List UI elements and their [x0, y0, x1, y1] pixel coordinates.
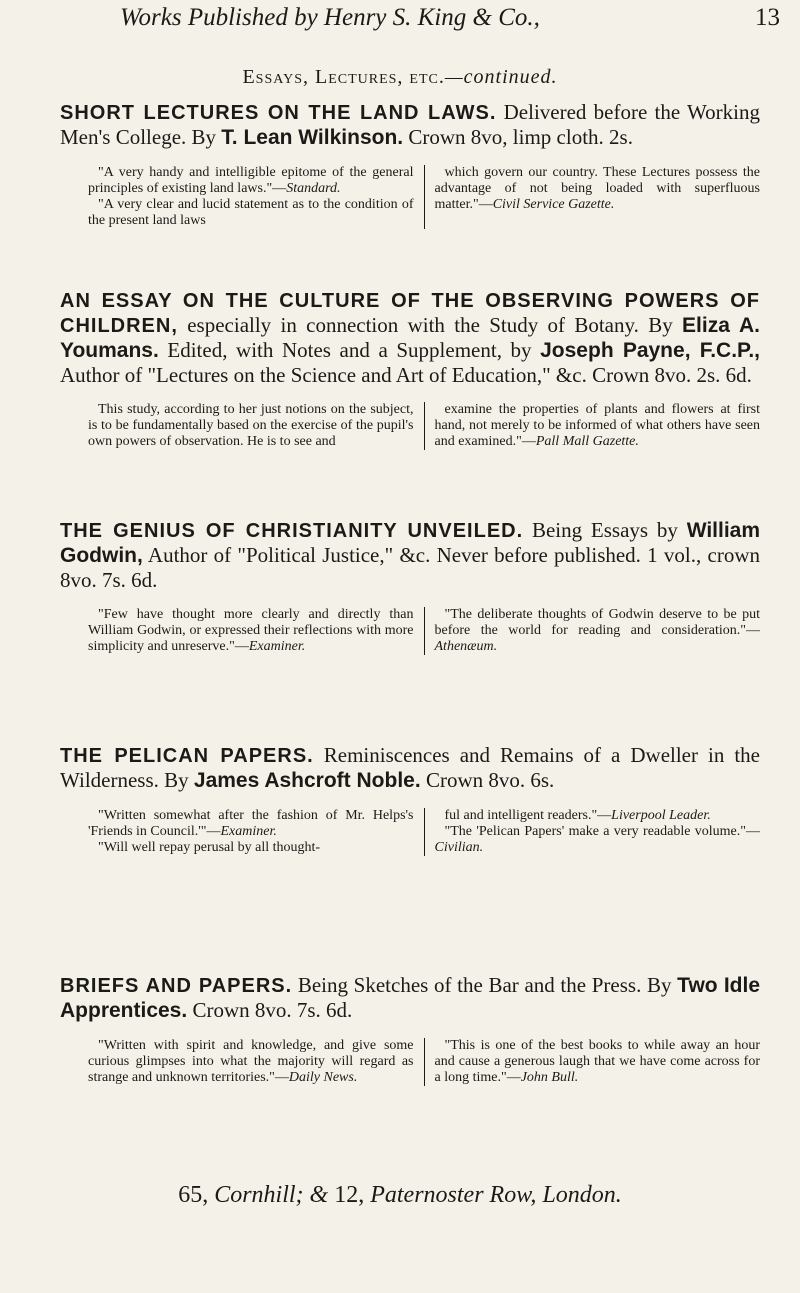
review-column-right	[425, 165, 761, 229]
entry-heading	[60, 100, 760, 150]
book-details: Author of "Lectures on the Science and Art of Education," &c. Crown 8vo. 2s. 6d.	[60, 363, 752, 387]
entry-heading	[60, 973, 760, 1023]
book-entry	[60, 973, 760, 1086]
book-entry	[60, 100, 760, 229]
section-heading	[0, 66, 800, 89]
review-columns	[88, 1038, 760, 1086]
book-entry	[60, 518, 760, 655]
book-title: THE GENIUS OF CHRISTIANITY UNVEILED.	[60, 520, 524, 542]
review-quote: This study, according to her just notions on the subject, is to be fundamentally based on the exercise of the pupil's own powers of observation. He is to see and	[88, 402, 414, 449]
address-ampersand: &	[309, 1182, 329, 1208]
address-number: 65,	[178, 1182, 209, 1208]
review-quote: "This is one of the best books to while away an hour and cause a generous laugh that we have come across for a long time."—John Bull.	[434, 1038, 760, 1085]
section-heading-continued: —continued.	[444, 66, 558, 88]
book-details: Author of "Political Justice," &c. Never before published. 1 vol., crown 8vo. 7s. 6d.	[60, 543, 760, 592]
page-number: 13	[755, 4, 780, 31]
book-description: Reminiscences and Remains of a Dweller in the Wilderness. By	[60, 743, 761, 792]
book-description: Delivered before the Working Men's College. By	[60, 100, 760, 149]
review-quote: ful and intelligent readers."—Liverpool Leader.	[444, 808, 711, 823]
entry-heading	[60, 743, 760, 793]
review-columns	[88, 607, 760, 655]
book-details: Crown 8vo. 7s. 6d.	[192, 998, 353, 1022]
section-heading-label: Essays, Lectures, etc.	[242, 66, 445, 88]
review-column-left	[88, 165, 425, 229]
review-column-left	[88, 607, 425, 655]
review-quote: "The 'Pelican Papers' make a very readable volume."—Civilian.	[434, 824, 760, 855]
book-description: especially in connection with the Study of Botany. By	[187, 313, 673, 337]
running-head	[120, 4, 780, 44]
review-quote: which govern our country. These Lectures possess the advantage of not being loaded with superfluous matter."—Civil Service Gazette.	[434, 165, 760, 212]
review-quote: "A very clear and lucid statement as to the condition of the present land laws	[88, 197, 414, 228]
book-author: William Godwin,	[60, 519, 761, 567]
running-head-title: Works Published by Henry S. King & Co.,	[120, 4, 540, 31]
review-column-right	[425, 402, 761, 450]
book-title: THE PELICAN PAPERS.	[60, 745, 314, 767]
address-street: Paternoster Row,	[370, 1182, 537, 1208]
review-quote: "Written with spirit and knowledge, and give some curious glimpses into what the majority will regard as strange and unknown territories."—Daily News.	[88, 1038, 414, 1085]
entry-heading	[60, 518, 760, 592]
review-columns	[88, 808, 760, 856]
book-description: Being Essays by	[531, 518, 678, 542]
publisher-address	[0, 1182, 800, 1209]
address-number: 12,	[334, 1182, 365, 1208]
address-street: Cornhill;	[214, 1182, 304, 1208]
book-editor: Joseph Payne, F.C.P.,	[540, 339, 760, 362]
book-description: Being Sketches of the Bar and the Press. By	[297, 973, 672, 997]
book-author: Two Idle Apprentices.	[60, 974, 761, 1022]
book-entry	[60, 288, 760, 450]
book-description-2: Edited, with Notes and a Supplement, by	[167, 338, 532, 362]
book-title: BRIEFS AND PAPERS.	[60, 975, 293, 997]
review-quote: "Few have thought more clearly and directly than William Godwin, or expressed their reflections with more simplicity and unreserve."—Examiner.	[88, 607, 414, 654]
book-author: T. Lean Wilkinson.	[221, 126, 404, 149]
review-quote: "The deliberate thoughts of Godwin deserve to be put before the world for reading and consideration."—Athenæum.	[434, 607, 760, 654]
review-quote: "Will well repay perusal by all thought-	[98, 840, 321, 855]
book-entry	[60, 743, 760, 856]
book-details: Crown 8vo, limp cloth. 2s.	[408, 125, 633, 149]
review-column-right	[425, 607, 761, 655]
review-column-right	[425, 808, 761, 856]
book-title: SHORT LECTURES ON THE LAND LAWS.	[60, 102, 497, 124]
review-column-left	[88, 808, 425, 856]
address-city: London.	[542, 1182, 622, 1208]
book-author: Eliza A. Youmans.	[60, 314, 761, 362]
review-columns	[88, 165, 760, 229]
entry-heading	[60, 288, 760, 387]
review-column-right	[425, 1038, 761, 1086]
review-quote: examine the properties of plants and flowers at first hand, not merely to be informed of what others have seen and examined."—Pall Mall Gazette.	[434, 402, 760, 449]
review-quote: "Written somewhat after the fashion of Mr. Helps's 'Friends in Council.'"—Examiner.	[88, 808, 414, 839]
book-author: James Ashcroft Noble.	[193, 769, 421, 792]
book-title: AN ESSAY ON THE CULTURE OF THE OBSERVING POWERS OF CHILDREN,	[60, 290, 760, 337]
book-details: Crown 8vo. 6s.	[425, 768, 555, 792]
review-column-left	[88, 402, 425, 450]
review-quote: "A very handy and intelligible epitome of the general principles of existing land laws."—Standard.	[88, 165, 414, 196]
review-column-left	[88, 1038, 425, 1086]
review-columns	[88, 402, 760, 450]
